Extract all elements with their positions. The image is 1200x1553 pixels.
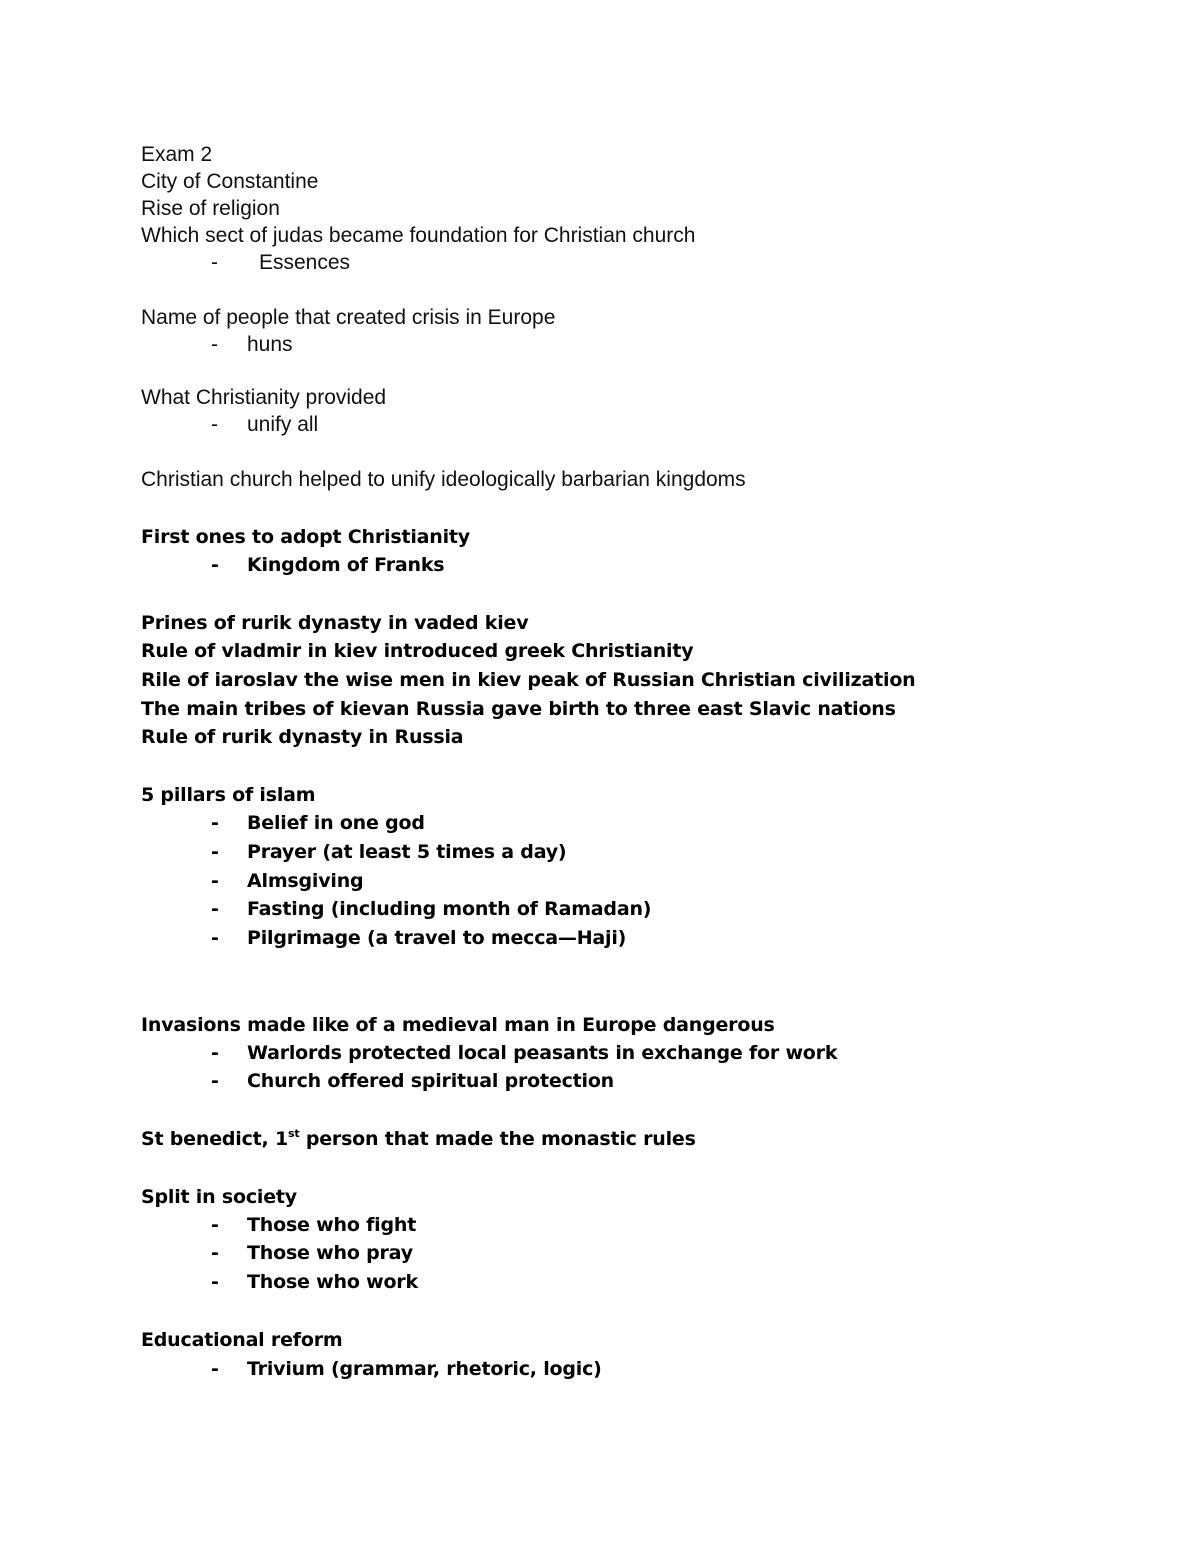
dash-marker: - (211, 841, 219, 863)
text-line: Rule of vladmir in kiev introduced greek Christianity (141, 640, 694, 662)
bullet-item (211, 1358, 602, 1380)
bullet-text: huns (247, 333, 293, 356)
text-line: The main tribes of kievan Russia gave birth to three east Slavic nations (141, 698, 896, 720)
benedict-text-rest: person that made the monastic rules (299, 1128, 696, 1150)
dash-marker: - (211, 870, 219, 892)
bullet-item (211, 927, 626, 949)
dash-marker: - (211, 898, 219, 920)
bullet-text: Church offered spiritual protection (247, 1070, 615, 1092)
bullet-text: Belief in one god (247, 812, 425, 834)
bullet-text: Those who pray (247, 1242, 413, 1264)
bullet-item (211, 413, 318, 437)
text-line: City of Constantine (141, 170, 319, 193)
bullet-text: Pilgrimage (a travel to mecca—Haji) (247, 927, 627, 949)
text-line: Prines of rurik dynasty in vaded kiev (141, 612, 529, 634)
bullet-item (211, 1214, 416, 1236)
bullet-text: Prayer (at least 5 times a day) (247, 841, 567, 863)
dash-marker: - (211, 1214, 219, 1236)
dash-marker: - (211, 927, 219, 949)
bullet-item (211, 1070, 614, 1092)
dash-marker: - (211, 413, 218, 436)
bullet-item (211, 554, 444, 576)
dash-marker: - (211, 812, 219, 834)
bullet-item (211, 1042, 837, 1064)
dash-marker: - (211, 1358, 219, 1380)
text-line: Name of people that created crisis in Europe (141, 306, 556, 329)
bullet-text: unify all (247, 413, 319, 436)
text-line: What Christianity provided (141, 386, 387, 409)
bullet-item (211, 870, 363, 892)
bullet-text: Those who fight (247, 1214, 417, 1236)
bullet-text: Fasting (including month of Ramadan) (247, 898, 652, 920)
ordinal-superscript: st (288, 1127, 300, 1140)
section-heading: Invasions made like of a medieval man in Europe dangerous (141, 1014, 775, 1036)
dash-marker: - (211, 333, 218, 356)
dash-marker: - (211, 1070, 219, 1092)
bullet-item (211, 812, 425, 834)
dash-marker: - (211, 1271, 219, 1293)
section-heading: Educational reform (141, 1329, 343, 1351)
benedict-text: St benedict, 1 (141, 1128, 288, 1150)
bullet-item (211, 333, 293, 357)
bullet-text: Those who work (247, 1271, 418, 1293)
bullet-item (211, 1242, 413, 1264)
text-line: Which sect of judas became foundation for Christian church (141, 224, 696, 247)
text-line: Christian church helped to unify ideologically barbarian kingdoms (141, 468, 746, 491)
doc-title: Exam 2 (141, 143, 213, 166)
section-heading: 5 pillars of islam (141, 784, 316, 806)
bullet-text: Warlords protected local peasants in exchange for work (247, 1042, 838, 1064)
section-heading: Split in society (141, 1186, 297, 1208)
bullet-text: Almsgiving (247, 870, 364, 892)
bullet-text: Kingdom of Franks (247, 554, 445, 576)
bullet-text: Essences (259, 251, 351, 274)
text-line: Rule of rurik dynasty in Russia (141, 726, 464, 748)
section-heading: First ones to adopt Christianity (141, 526, 470, 548)
text-line: Rile of iaroslav the wise men in kiev peak of Russian Christian civilization (141, 669, 916, 691)
dash-marker: - (211, 1042, 219, 1064)
text-line: Rise of religion (141, 197, 280, 220)
dash-marker: - (211, 1242, 219, 1264)
text-line-benedict (141, 1128, 696, 1150)
bullet-item (211, 251, 350, 275)
dash-marker: - (211, 554, 219, 576)
bullet-item (211, 1271, 418, 1293)
bullet-item (211, 898, 651, 920)
bullet-item (211, 841, 566, 863)
bullet-text: Trivium (grammar, rhetoric, logic) (247, 1358, 602, 1380)
dash-marker: - (211, 251, 218, 274)
